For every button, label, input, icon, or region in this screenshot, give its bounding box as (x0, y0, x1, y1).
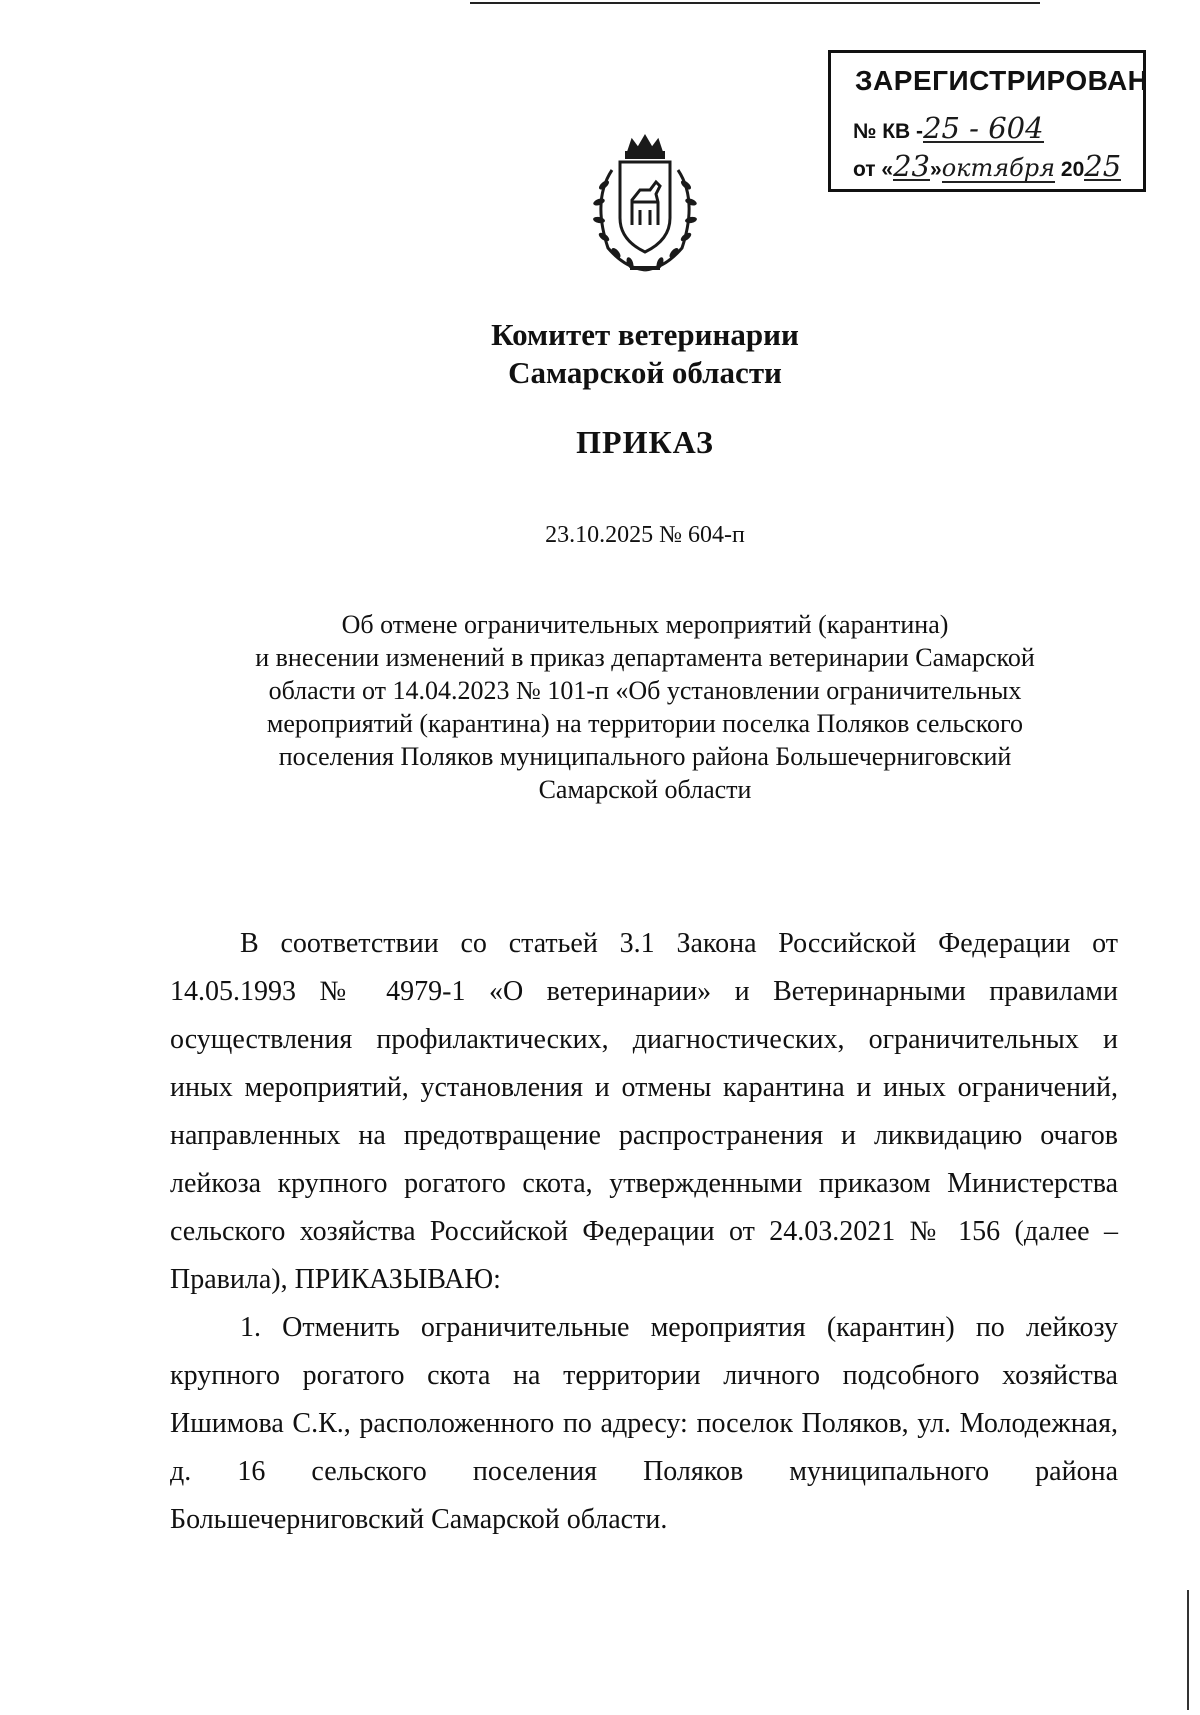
stamp-date-prefix: от « (853, 158, 894, 181)
subject-line: поселения Поляков муниципального района Большечерниговский (278, 742, 1012, 771)
subject-line: области от 14.04.2023 № 101-п «Об установлении ограничительных (268, 676, 1022, 705)
organization-line-1: Комитет ветеринарии (491, 317, 799, 352)
stamp-date-row (853, 149, 1122, 183)
stamp-number-prefix: № КВ - (853, 120, 924, 143)
stamp-number-row (853, 111, 1044, 145)
stamp-title: ЗАРЕГИСТРИРОВАН (855, 65, 1149, 96)
preamble-paragraph: В соответствии со статьей 3.1 Закона Российской Федерации от 14.05.1993 № 4979-1 «О ветеринарии» и Ветеринарными правилами осуществления профилактических, диагностических, ограничительных и иных мероприятий, установления и отмены карантина и иных ограничений, направленных на предотвращение распространения и ликвидацию очагов лейкоза крупного рогатого скота, утвержденными приказом Министерства сельского хозяйства Российской Федерации от 24.03.2021 № 156 (далее – Правила), ПРИКАЗЫВАЮ: (170, 928, 1118, 1295)
stamp-date-year-prefix: 20 (1060, 158, 1085, 181)
order-item-1: 1. Отменить ограничительные мероприятия (карантин) по лейкозу крупного рогатого скота на территории личного подсобного хозяйства Ишимова С.К., расположенного по адресу: поселок Поляков, ул. Молодежная, д. 16 сельского поселения Поляков муниципального района Большечерниговский Самарской области. (170, 1312, 1118, 1535)
stamp-date-month: октября (941, 154, 1056, 182)
scan-edge-line (470, 2, 1040, 4)
document-number: 23.10.2025 № 604-п (545, 522, 745, 548)
stamp-date-mid: » (930, 158, 942, 181)
organization-name (0, 316, 1200, 392)
organization-line-2: Самарской области (508, 355, 782, 390)
document-body (170, 920, 1118, 1544)
subject-line: Самарской области (538, 775, 752, 804)
stamp-date-year: 25 (1084, 149, 1122, 183)
subject-line: и внесении изменений в приказ департамента ветеринарии Самарской (255, 643, 1035, 672)
stamp-number-handwritten: 25 - 604 (923, 111, 1044, 145)
document-type: ПРИКАЗ (576, 424, 714, 460)
stamp-date-day: 23 (893, 149, 931, 183)
coat-of-arms-icon (570, 130, 720, 280)
subject-line: мероприятий (карантина) на территории поселка Поляков сельского (266, 709, 1024, 738)
registration-stamp (828, 50, 1149, 192)
document-subject (0, 608, 1200, 806)
subject-line: Об отмене ограничительных мероприятий (карантина) (341, 610, 949, 639)
scan-edge-mark (1187, 1590, 1189, 1710)
